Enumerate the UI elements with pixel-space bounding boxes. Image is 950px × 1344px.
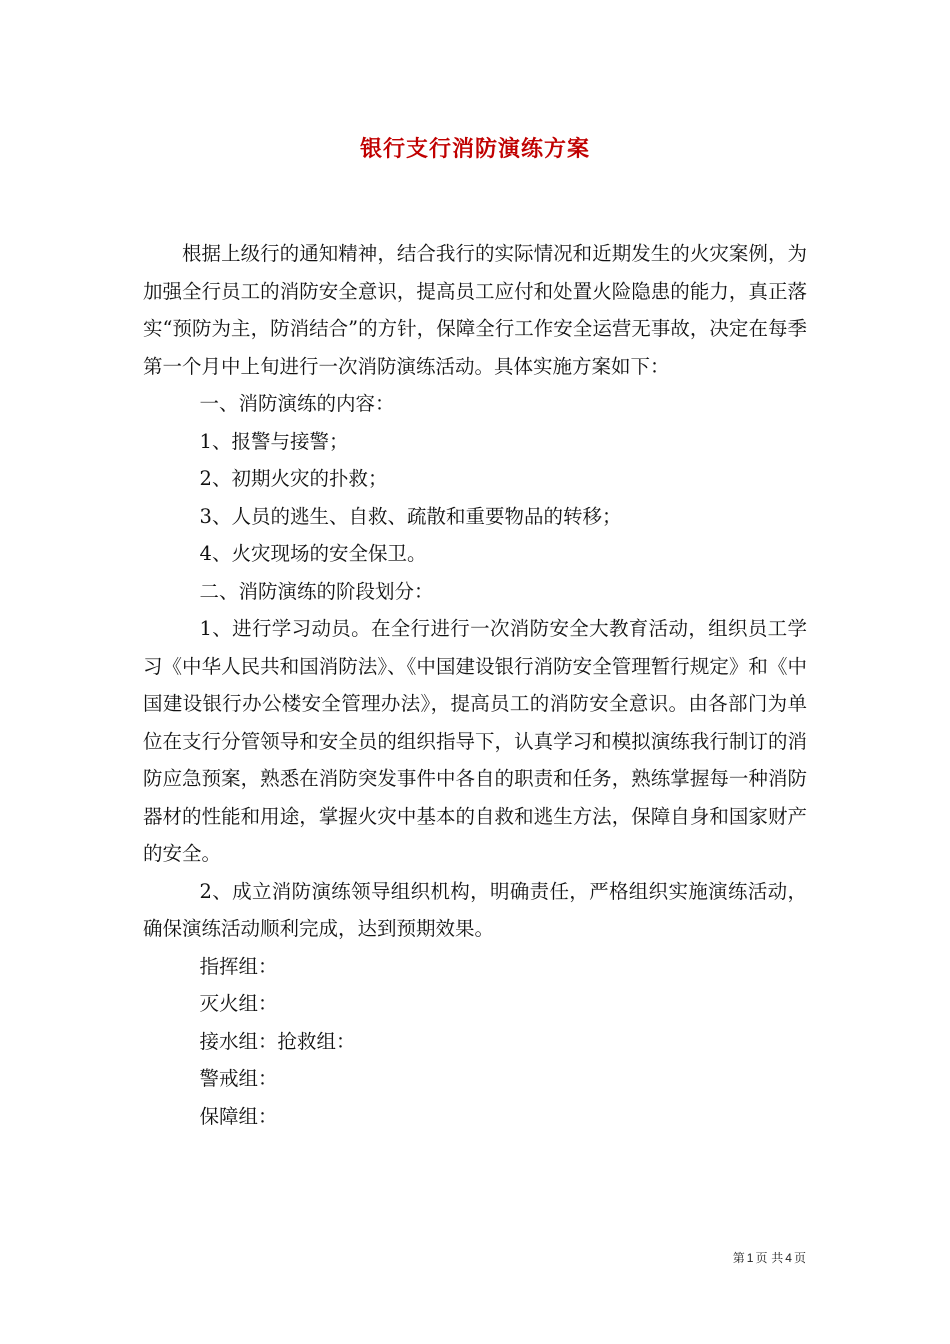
section-1-item: 2、初期火灾的扑救； xyxy=(199,467,388,490)
section-1-heading: 一、消防演练的内容： xyxy=(199,392,395,415)
section-1-item: 1、报警与接警； xyxy=(199,429,349,453)
total-pages: 4 xyxy=(785,1251,792,1265)
group-line: 指挥组： xyxy=(199,954,278,978)
section-2-paragraph-2: 2、成立消防演练领导组织机构，明确责任，严格组织实施演练活动，确保演练活动顺利完成，达到预期效果。 xyxy=(143,879,807,940)
intro-paragraph: 根据上级行的通知精神，结合我行的实际情况和近期发生的火灾案例，为加强全行员工的消防安全意识，提高员工应付和处置火险隐患的能力，真正落实“预防为主，防消结合”的方针，保障全行工作安全运营无事故，决定在每季第一个月中上旬进行一次消防演练活动。具体实施方案如下： xyxy=(143,242,807,378)
group-line: 接水组：抢救组： xyxy=(199,1029,356,1053)
footer-prefix: 第 xyxy=(732,1251,745,1265)
page-footer xyxy=(733,1249,806,1266)
document-title: 银行支行消防演练方案 xyxy=(359,136,590,162)
footer-middle: 页 共 xyxy=(755,1251,784,1265)
document-body xyxy=(143,235,807,1135)
footer-suffix: 页 xyxy=(793,1251,806,1265)
group-line: 警戒组： xyxy=(199,1067,278,1090)
group-line: 灭火组： xyxy=(199,992,278,1015)
group-line: 保障组： xyxy=(199,1104,278,1128)
page-number: 1 xyxy=(746,1251,754,1265)
section-2-paragraph-1: 1、进行学习动员。在全行进行一次消防安全大教育活动，组织员工学习《中华人民共和国消防法》、《中国建设银行消防安全管理暂行规定》和《中国建设银行办公楼安全管理办法》，提高员工的消防安全意识。由各部门为单位在支行分管领导和安全员的组织指导下，认真学习和模拟演练我行制订的消防应急预案，熟悉在消防突发事件中各自的职责和任务，熟练掌握每一种消防器材的性能和用途，掌握火灾中基本的自救和逃生方法，保障自身和国家财产的安全。 xyxy=(143,617,807,865)
section-1-item: 3、人员的逃生、自救、疏散和重要物品的转移； xyxy=(199,504,622,528)
section-2-heading: 二、消防演练的阶段划分： xyxy=(199,579,434,603)
section-1-item: 4、火灾现场的安全保卫。 xyxy=(199,542,427,565)
